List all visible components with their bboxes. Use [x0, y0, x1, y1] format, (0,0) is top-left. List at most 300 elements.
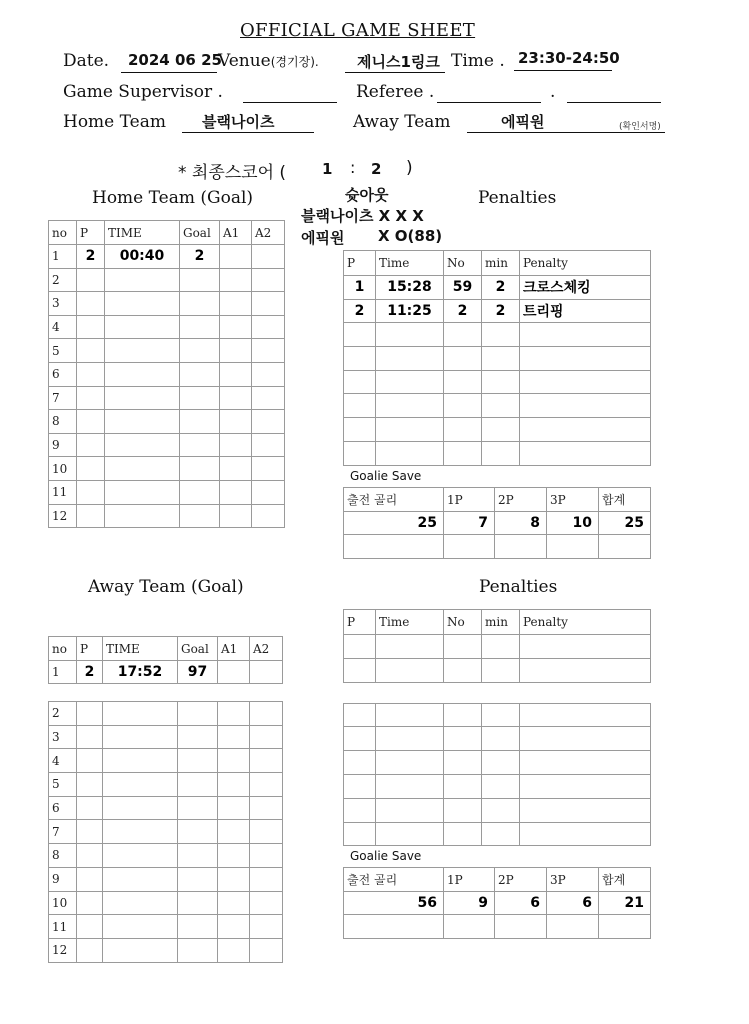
goal-cell-time[interactable] — [105, 315, 180, 339]
penalty-cell-minutes[interactable] — [482, 418, 520, 442]
final-score-separator: : — [350, 158, 356, 177]
penalty-cell-penalty[interactable] — [520, 394, 651, 418]
penalty-cell-period[interactable] — [344, 822, 376, 846]
goal-cell-time[interactable] — [105, 480, 180, 504]
home-team-value: 블랙나이츠 — [202, 113, 275, 131]
goal-cell-assist2[interactable] — [250, 661, 283, 684]
goal-cell-time[interactable] — [103, 725, 178, 749]
goal-cell-time[interactable] — [103, 702, 178, 726]
goal-cell-assist1[interactable] — [220, 292, 252, 316]
date-value: 2024 06 25 — [128, 51, 222, 69]
penalty-cell-minutes[interactable]: 2 — [482, 299, 520, 323]
goalie-header-p1: 1P — [444, 488, 495, 512]
goal-cell-assist1[interactable] — [218, 661, 250, 684]
goal-cell-goal[interactable] — [178, 820, 218, 844]
goal-cell-assist2[interactable] — [250, 844, 283, 868]
penalty-header-time: Time — [376, 251, 444, 276]
goal-cell-assist2[interactable] — [252, 480, 285, 504]
penalty-header-period: P — [344, 610, 376, 635]
goal-header-goal: Goal — [180, 221, 220, 245]
goal-cell-assist2[interactable] — [250, 938, 283, 962]
goal-cell-period[interactable] — [77, 938, 103, 962]
goal-cell-period[interactable] — [77, 410, 105, 434]
sheet-title: OFFICIAL GAME SHEET — [240, 20, 476, 41]
goal-cell-assist2[interactable] — [252, 245, 285, 269]
penalty-cell-time[interactable] — [376, 394, 444, 418]
goal-cell-period[interactable] — [77, 725, 103, 749]
goal-cell-period[interactable] — [77, 480, 105, 504]
goal-cell-no: 4 — [49, 315, 77, 339]
goalie-blank-total[interactable] — [599, 535, 651, 559]
penalty-row — [344, 370, 651, 394]
goal-cell-time[interactable] — [103, 749, 178, 773]
away-team-value: 에픽원 — [501, 113, 545, 131]
final-score-close: ) — [406, 158, 413, 178]
goal-cell-time[interactable]: 00:40 — [105, 245, 180, 269]
penalty-cell-number[interactable]: 2 — [444, 299, 482, 323]
penalty-cell-period[interactable] — [344, 418, 376, 442]
goal-cell-assist1[interactable] — [220, 386, 252, 410]
goal-header-time: TIME — [103, 637, 178, 661]
goal-cell-assist2[interactable] — [250, 820, 283, 844]
goal-cell-goal[interactable] — [178, 938, 218, 962]
goal-cell-assist2[interactable] — [250, 725, 283, 749]
goal-cell-no: 2 — [49, 702, 77, 726]
penalty-cell-number[interactable] — [444, 635, 482, 659]
penalty-cell-minutes[interactable] — [482, 394, 520, 418]
goalie-value-p1[interactable]: 7 — [444, 512, 495, 535]
penalty-cell-time[interactable] — [376, 441, 444, 465]
penalty-cell-penalty[interactable]: 트리핑 — [520, 299, 651, 323]
goal-cell-period[interactable] — [77, 457, 105, 481]
penalty-cell-period[interactable] — [344, 727, 376, 751]
goal-cell-time[interactable] — [105, 433, 180, 457]
penalty-cell-number[interactable] — [444, 323, 482, 347]
goal-cell-assist1[interactable] — [218, 725, 250, 749]
goal-cell-time[interactable] — [105, 339, 180, 363]
goal-cell-goal[interactable]: 2 — [180, 245, 220, 269]
goal-cell-assist2[interactable] — [250, 773, 283, 797]
goalie-blank-p1[interactable] — [444, 535, 495, 559]
penalty-cell-time[interactable] — [376, 635, 444, 659]
penalty-header-penalty: Penalty — [520, 610, 651, 635]
away-team-label: Away Team — [353, 112, 451, 132]
penalty-cell-number[interactable] — [444, 658, 482, 682]
goal-cell-assist1[interactable] — [218, 938, 250, 962]
shootout-away-result: X O(88) — [378, 227, 443, 245]
home-goal-table — [48, 220, 285, 528]
penalty-cell-time[interactable] — [376, 658, 444, 682]
venue-label: Venue(경기장). — [218, 51, 319, 71]
goal-cell-no: 8 — [49, 410, 77, 434]
goal-cell-assist2[interactable] — [250, 749, 283, 773]
goalie-value-p3[interactable]: 6 — [547, 892, 599, 915]
penalty-row — [344, 418, 651, 442]
goal-cell-assist2[interactable] — [250, 867, 283, 891]
goal-cell-assist1[interactable] — [220, 339, 252, 363]
penalty-cell-minutes[interactable] — [482, 635, 520, 659]
goal-cell-goal[interactable] — [178, 796, 218, 820]
goalie-value-total[interactable]: 25 — [599, 512, 651, 535]
goal-cell-assist1[interactable] — [220, 410, 252, 434]
home-team-field[interactable] — [182, 110, 314, 133]
goal-cell-assist2[interactable] — [250, 796, 283, 820]
goal-cell-period[interactable] — [77, 433, 105, 457]
goal-cell-period[interactable] — [77, 386, 105, 410]
goal-cell-assist1[interactable] — [220, 504, 252, 528]
goal-cell-assist2[interactable] — [252, 410, 285, 434]
goal-cell-assist1[interactable] — [220, 362, 252, 386]
goal-row — [49, 433, 285, 457]
penalty-cell-period[interactable] — [344, 370, 376, 394]
goalie-header-row — [344, 868, 651, 892]
penalty-cell-minutes[interactable] — [482, 751, 520, 775]
penalty-cell-minutes[interactable] — [482, 323, 520, 347]
supervisor-label: Game Supervisor . — [63, 82, 223, 102]
penalty-cell-number[interactable] — [444, 774, 482, 798]
referee-field-2[interactable] — [567, 80, 661, 103]
away-goal-header-table — [48, 636, 283, 684]
goal-header-assist2: A2 — [252, 221, 285, 245]
goal-cell-goal[interactable]: 97 — [178, 661, 218, 684]
goal-cell-time[interactable] — [105, 457, 180, 481]
penalty-cell-penalty[interactable] — [520, 418, 651, 442]
goal-cell-goal[interactable] — [180, 315, 220, 339]
away-penalties-title: Penalties — [479, 577, 558, 597]
goal-cell-goal[interactable] — [178, 915, 218, 939]
goal-cell-time[interactable] — [103, 938, 178, 962]
goal-cell-no: 1 — [49, 661, 77, 684]
penalty-cell-time[interactable]: 11:25 — [376, 299, 444, 323]
penalty-cell-time[interactable] — [376, 774, 444, 798]
goal-cell-assist2[interactable] — [252, 504, 285, 528]
penalty-cell-period[interactable] — [344, 798, 376, 822]
referee-label: Referee . — [356, 82, 435, 102]
goal-cell-period[interactable] — [77, 820, 103, 844]
goal-cell-goal[interactable] — [178, 773, 218, 797]
goal-cell-no: 11 — [49, 480, 77, 504]
goal-cell-assist2[interactable] — [252, 315, 285, 339]
goal-cell-goal[interactable] — [180, 457, 220, 481]
penalty-cell-minutes[interactable] — [482, 658, 520, 682]
goal-cell-time[interactable] — [103, 891, 178, 915]
penalty-row — [344, 774, 651, 798]
penalty-row — [344, 635, 651, 659]
goal-cell-time[interactable] — [105, 362, 180, 386]
goal-cell-goal[interactable] — [180, 292, 220, 316]
goal-cell-assist1[interactable] — [218, 891, 250, 915]
goal-cell-goal[interactable] — [178, 891, 218, 915]
goal-cell-goal[interactable] — [180, 268, 220, 292]
goalie-blank-goalie[interactable] — [344, 535, 444, 559]
goal-cell-assist2[interactable] — [252, 339, 285, 363]
penalty-row — [344, 299, 651, 323]
goal-cell-assist1[interactable] — [218, 820, 250, 844]
penalty-cell-time[interactable] — [376, 798, 444, 822]
goal-cell-assist2[interactable] — [252, 292, 285, 316]
penalty-cell-minutes[interactable] — [482, 703, 520, 727]
penalty-cell-number[interactable] — [444, 727, 482, 751]
penalty-cell-period[interactable]: 1 — [344, 276, 376, 300]
goal-cell-assist1[interactable] — [218, 773, 250, 797]
goal-row — [49, 915, 283, 939]
goal-row — [49, 867, 283, 891]
penalty-cell-period[interactable] — [344, 635, 376, 659]
penalty-cell-penalty[interactable] — [520, 703, 651, 727]
goalie-blank-p3[interactable] — [547, 915, 599, 939]
goal-cell-no: 11 — [49, 915, 77, 939]
penalty-cell-number[interactable] — [444, 798, 482, 822]
goalie-value-goalie[interactable]: 25 — [344, 512, 444, 535]
goal-cell-time[interactable] — [103, 796, 178, 820]
goal-cell-no: 4 — [49, 749, 77, 773]
goal-cell-assist1[interactable] — [218, 844, 250, 868]
penalty-cell-number[interactable] — [444, 703, 482, 727]
penalty-cell-penalty[interactable] — [520, 798, 651, 822]
penalty-row — [344, 798, 651, 822]
date-label: Date. — [63, 51, 110, 71]
penalty-cell-time[interactable] — [376, 751, 444, 775]
goal-cell-goal[interactable] — [178, 867, 218, 891]
goalie-blank-goalie[interactable] — [344, 915, 444, 939]
away-penalties-table — [343, 609, 651, 846]
goal-cell-no: 10 — [49, 891, 77, 915]
goal-cell-assist1[interactable] — [218, 915, 250, 939]
goal-row — [49, 820, 283, 844]
goal-cell-goal[interactable] — [180, 504, 220, 528]
goal-cell-time[interactable] — [105, 386, 180, 410]
supervisor-field[interactable] — [243, 80, 337, 103]
penalty-header-row — [344, 251, 651, 276]
penalty-cell-penalty[interactable] — [520, 822, 651, 846]
penalty-cell-period[interactable] — [344, 774, 376, 798]
goalie-value-p3[interactable]: 10 — [547, 512, 599, 535]
penalty-cell-penalty[interactable]: 크로스체킹 — [520, 276, 651, 300]
away-goalie-table — [343, 867, 651, 939]
time-label: Time . — [451, 51, 505, 71]
goal-cell-period[interactable] — [77, 504, 105, 528]
penalty-cell-number[interactable] — [444, 394, 482, 418]
goal-cell-time[interactable] — [103, 844, 178, 868]
goal-cell-assist1[interactable] — [220, 433, 252, 457]
penalty-cell-minutes[interactable] — [482, 798, 520, 822]
penalty-cell-minutes[interactable] — [482, 727, 520, 751]
penalty-cell-period[interactable] — [344, 703, 376, 727]
goal-cell-assist1[interactable] — [218, 749, 250, 773]
date-field[interactable] — [121, 50, 222, 73]
goal-cell-goal[interactable] — [178, 844, 218, 868]
goal-cell-time[interactable] — [105, 504, 180, 528]
goalie-value-total[interactable]: 21 — [599, 892, 651, 915]
goal-cell-goal[interactable] — [178, 725, 218, 749]
goal-cell-time[interactable] — [105, 268, 180, 292]
goal-cell-period[interactable] — [77, 702, 103, 726]
goal-cell-time[interactable] — [105, 410, 180, 434]
penalty-cell-period[interactable] — [344, 394, 376, 418]
goal-cell-period[interactable]: 2 — [77, 245, 105, 269]
penalty-cell-penalty[interactable] — [520, 635, 651, 659]
goal-cell-assist2[interactable] — [250, 891, 283, 915]
goal-cell-no: 10 — [49, 457, 77, 481]
penalty-cell-period[interactable] — [344, 751, 376, 775]
goal-cell-time[interactable] — [105, 292, 180, 316]
penalty-cell-penalty[interactable] — [520, 370, 651, 394]
goal-cell-goal[interactable] — [180, 410, 220, 434]
goal-cell-assist2[interactable] — [252, 386, 285, 410]
goal-cell-goal[interactable] — [180, 362, 220, 386]
goal-header-assist2: A2 — [250, 637, 283, 661]
goal-cell-assist2[interactable] — [252, 433, 285, 457]
goalie-header-p2: 2P — [495, 488, 547, 512]
penalty-cell-period[interactable] — [344, 658, 376, 682]
goalie-value-p1[interactable]: 9 — [444, 892, 495, 915]
goal-cell-period[interactable] — [77, 891, 103, 915]
goalie-blank-p2[interactable] — [495, 915, 547, 939]
goal-cell-period[interactable] — [77, 915, 103, 939]
penalty-cell-number[interactable]: 59 — [444, 276, 482, 300]
goal-cell-goal[interactable] — [180, 339, 220, 363]
goal-cell-no: 7 — [49, 386, 77, 410]
venue-field[interactable] — [345, 50, 445, 73]
goal-cell-time[interactable]: 17:52 — [103, 661, 178, 684]
penalty-cell-penalty[interactable] — [520, 658, 651, 682]
goal-row — [49, 457, 285, 481]
goal-cell-time[interactable] — [103, 773, 178, 797]
penalty-cell-minutes[interactable] — [482, 774, 520, 798]
goalie-blank-total[interactable] — [599, 915, 651, 939]
penalty-cell-time[interactable] — [376, 727, 444, 751]
penalty-cell-number[interactable] — [444, 751, 482, 775]
goal-cell-assist2[interactable] — [250, 702, 283, 726]
goal-cell-assist1[interactable] — [220, 480, 252, 504]
penalty-cell-minutes[interactable] — [482, 441, 520, 465]
penalty-gap-row — [344, 682, 651, 703]
penalty-cell-penalty[interactable] — [520, 323, 651, 347]
goal-header-period: P — [77, 221, 105, 245]
goalie-blank-p1[interactable] — [444, 915, 495, 939]
penalty-cell-minutes[interactable] — [482, 822, 520, 846]
penalty-cell-penalty[interactable] — [520, 774, 651, 798]
goal-cell-period[interactable]: 2 — [77, 661, 103, 684]
penalty-cell-time[interactable] — [376, 370, 444, 394]
goal-cell-period[interactable] — [77, 339, 105, 363]
goal-cell-period[interactable] — [77, 268, 105, 292]
penalty-cell-time[interactable] — [376, 822, 444, 846]
penalty-cell-number[interactable] — [444, 347, 482, 371]
penalty-cell-number[interactable] — [444, 370, 482, 394]
goal-cell-goal[interactable] — [178, 749, 218, 773]
away-team-field[interactable] — [467, 110, 665, 133]
goal-cell-no: 2 — [49, 268, 77, 292]
goal-row — [49, 245, 285, 269]
goal-row — [49, 292, 285, 316]
goalie-blank-p2[interactable] — [495, 535, 547, 559]
goalie-value-p2[interactable]: 8 — [495, 512, 547, 535]
goal-cell-time[interactable] — [103, 867, 178, 891]
penalty-cell-period[interactable] — [344, 441, 376, 465]
penalty-cell-penalty[interactable] — [520, 441, 651, 465]
final-score-label: * 최종스코어 ( — [178, 163, 287, 183]
goal-cell-assist1[interactable] — [220, 315, 252, 339]
goal-cell-goal[interactable] — [180, 480, 220, 504]
referee-field-1[interactable] — [437, 80, 541, 103]
penalty-cell-minutes[interactable]: 2 — [482, 276, 520, 300]
penalty-cell-time[interactable] — [376, 703, 444, 727]
penalty-cell-period[interactable]: 2 — [344, 299, 376, 323]
goal-cell-assist1[interactable] — [220, 268, 252, 292]
goalie-header-p1: 1P — [444, 868, 495, 892]
goalie-header-p3: 3P — [547, 488, 599, 512]
goal-cell-period[interactable] — [77, 844, 103, 868]
penalty-cell-number[interactable] — [444, 418, 482, 442]
goal-cell-assist1[interactable] — [218, 867, 250, 891]
penalty-cell-time[interactable]: 15:28 — [376, 276, 444, 300]
goal-cell-assist1[interactable] — [220, 457, 252, 481]
penalty-cell-minutes[interactable] — [482, 370, 520, 394]
goal-cell-assist2[interactable] — [252, 268, 285, 292]
goal-row — [49, 410, 285, 434]
time-field[interactable] — [514, 48, 620, 71]
goal-cell-period[interactable] — [77, 796, 103, 820]
penalty-cell-number[interactable] — [444, 441, 482, 465]
goal-cell-assist2[interactable] — [252, 362, 285, 386]
goal-cell-assist1[interactable] — [218, 796, 250, 820]
home-goal-title: Home Team (Goal) — [92, 188, 254, 208]
goalie-blank-p3[interactable] — [547, 535, 599, 559]
goalie-value-p2[interactable]: 6 — [495, 892, 547, 915]
penalty-cell-number[interactable] — [444, 822, 482, 846]
goal-cell-goal[interactable] — [178, 702, 218, 726]
goal-cell-assist1[interactable] — [220, 245, 252, 269]
goal-header-row — [49, 221, 285, 245]
goal-cell-goal[interactable] — [180, 386, 220, 410]
shootout-away-team: 에픽원 — [301, 229, 345, 247]
penalty-header-minutes: min — [482, 610, 520, 635]
goal-cell-period[interactable] — [77, 315, 105, 339]
goal-cell-period[interactable] — [77, 292, 105, 316]
penalty-cell-penalty[interactable] — [520, 751, 651, 775]
goal-cell-period[interactable] — [77, 749, 103, 773]
penalty-cell-penalty[interactable] — [520, 727, 651, 751]
goal-cell-assist2[interactable] — [250, 915, 283, 939]
goal-row — [49, 891, 283, 915]
penalty-cell-period[interactable] — [344, 347, 376, 371]
goal-cell-no: 5 — [49, 773, 77, 797]
penalty-cell-time[interactable] — [376, 347, 444, 371]
goal-cell-time[interactable] — [103, 820, 178, 844]
penalty-cell-minutes[interactable] — [482, 347, 520, 371]
goal-cell-assist2[interactable] — [252, 457, 285, 481]
goal-cell-goal[interactable] — [180, 433, 220, 457]
goalie-header-row — [344, 488, 651, 512]
goalie-value-goalie[interactable]: 56 — [344, 892, 444, 915]
goalie-blank-row — [344, 915, 651, 939]
penalty-cell-time[interactable] — [376, 323, 444, 347]
shootout-home-line: 블랙나이츠 X X X — [301, 207, 424, 225]
goal-cell-period[interactable] — [77, 362, 105, 386]
goal-cell-time[interactable] — [103, 915, 178, 939]
goal-cell-no: 9 — [49, 867, 77, 891]
goal-header-no: no — [49, 221, 77, 245]
goal-row — [49, 339, 285, 363]
goal-cell-no: 3 — [49, 292, 77, 316]
goal-cell-period[interactable] — [77, 867, 103, 891]
goal-cell-assist1[interactable] — [218, 702, 250, 726]
penalty-cell-penalty[interactable] — [520, 347, 651, 371]
penalty-cell-time[interactable] — [376, 418, 444, 442]
penalty-cell-period[interactable] — [344, 323, 376, 347]
goal-cell-period[interactable] — [77, 773, 103, 797]
